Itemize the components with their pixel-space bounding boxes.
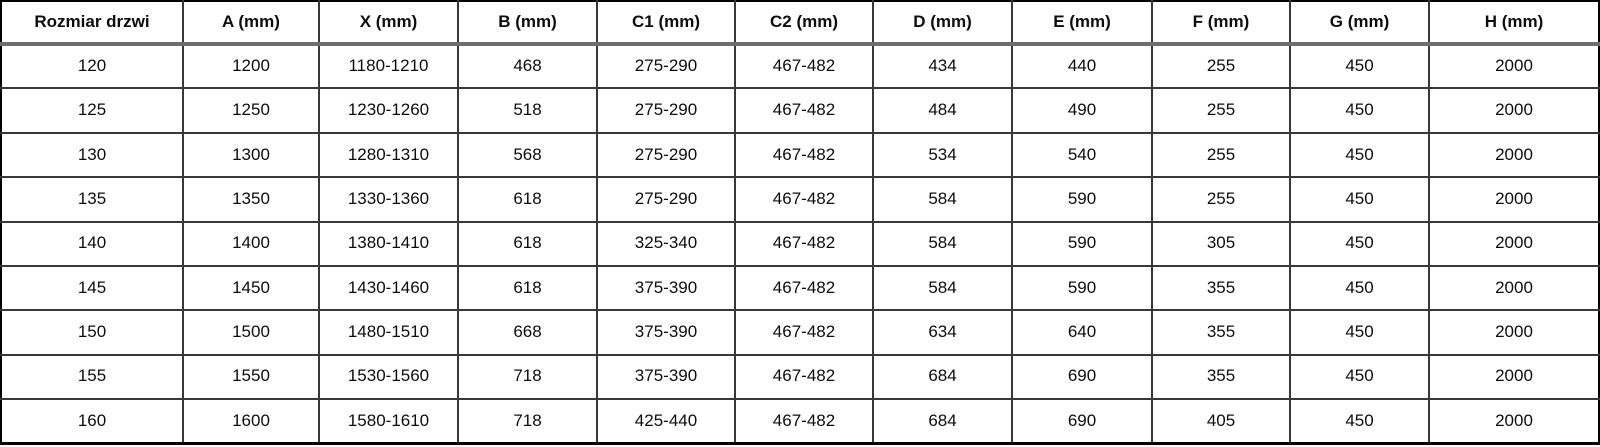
cell: 2000 bbox=[1429, 266, 1599, 310]
cell: 325-340 bbox=[597, 222, 735, 266]
cell: 467-482 bbox=[735, 310, 873, 354]
cell: 1230-1260 bbox=[319, 88, 458, 132]
table-row bbox=[1, 133, 1599, 177]
cell: 590 bbox=[1012, 266, 1152, 310]
cell: 1480-1510 bbox=[319, 310, 458, 354]
table-row bbox=[1, 399, 1599, 444]
cell: 467-482 bbox=[735, 399, 873, 444]
table-header bbox=[1, 1, 1599, 44]
cell: 1450 bbox=[183, 266, 319, 310]
cell: 467-482 bbox=[735, 88, 873, 132]
cell: 590 bbox=[1012, 177, 1152, 221]
cell: 450 bbox=[1290, 266, 1429, 310]
cell: 1580-1610 bbox=[319, 399, 458, 444]
cell: 634 bbox=[873, 310, 1012, 354]
cell: 468 bbox=[458, 44, 597, 88]
cell: 450 bbox=[1290, 310, 1429, 354]
cell: 355 bbox=[1152, 310, 1290, 354]
cell: 2000 bbox=[1429, 222, 1599, 266]
cell: 2000 bbox=[1429, 355, 1599, 399]
cell: 690 bbox=[1012, 399, 1152, 444]
cell: 2000 bbox=[1429, 88, 1599, 132]
table-row bbox=[1, 44, 1599, 88]
cell: 275-290 bbox=[597, 88, 735, 132]
cell: 275-290 bbox=[597, 44, 735, 88]
table-row bbox=[1, 222, 1599, 266]
column-header: G (mm) bbox=[1290, 1, 1429, 44]
cell: 484 bbox=[873, 88, 1012, 132]
cell: 1430-1460 bbox=[319, 266, 458, 310]
cell: 405 bbox=[1152, 399, 1290, 444]
cell: 450 bbox=[1290, 88, 1429, 132]
cell: 540 bbox=[1012, 133, 1152, 177]
cell: 1300 bbox=[183, 133, 319, 177]
cell: 130 bbox=[1, 133, 183, 177]
column-header: C1 (mm) bbox=[597, 1, 735, 44]
cell: 584 bbox=[873, 177, 1012, 221]
table-row bbox=[1, 355, 1599, 399]
cell: 467-482 bbox=[735, 177, 873, 221]
cell: 1330-1360 bbox=[319, 177, 458, 221]
cell: 1600 bbox=[183, 399, 319, 444]
cell: 450 bbox=[1290, 44, 1429, 88]
cell: 718 bbox=[458, 355, 597, 399]
cell: 375-390 bbox=[597, 310, 735, 354]
column-header: H (mm) bbox=[1429, 1, 1599, 44]
cell: 150 bbox=[1, 310, 183, 354]
cell: 718 bbox=[458, 399, 597, 444]
cell: 467-482 bbox=[735, 44, 873, 88]
cell: 1550 bbox=[183, 355, 319, 399]
cell: 375-390 bbox=[597, 355, 735, 399]
cell: 2000 bbox=[1429, 310, 1599, 354]
cell: 690 bbox=[1012, 355, 1152, 399]
table-row bbox=[1, 177, 1599, 221]
cell: 590 bbox=[1012, 222, 1152, 266]
cell: 255 bbox=[1152, 177, 1290, 221]
cell: 355 bbox=[1152, 266, 1290, 310]
cell: 2000 bbox=[1429, 177, 1599, 221]
cell: 684 bbox=[873, 399, 1012, 444]
table-row bbox=[1, 266, 1599, 310]
column-header: Rozmiar drzwi bbox=[1, 1, 183, 44]
column-header: C2 (mm) bbox=[735, 1, 873, 44]
cell: 120 bbox=[1, 44, 183, 88]
cell: 584 bbox=[873, 222, 1012, 266]
cell: 467-482 bbox=[735, 355, 873, 399]
cell: 2000 bbox=[1429, 44, 1599, 88]
cell: 490 bbox=[1012, 88, 1152, 132]
cell: 1180-1210 bbox=[319, 44, 458, 88]
cell: 450 bbox=[1290, 133, 1429, 177]
cell: 275-290 bbox=[597, 133, 735, 177]
cell: 305 bbox=[1152, 222, 1290, 266]
cell: 584 bbox=[873, 266, 1012, 310]
cell: 125 bbox=[1, 88, 183, 132]
cell: 618 bbox=[458, 177, 597, 221]
cell: 145 bbox=[1, 266, 183, 310]
column-header: E (mm) bbox=[1012, 1, 1152, 44]
cell: 618 bbox=[458, 266, 597, 310]
cell: 155 bbox=[1, 355, 183, 399]
cell: 450 bbox=[1290, 222, 1429, 266]
column-header: F (mm) bbox=[1152, 1, 1290, 44]
cell: 668 bbox=[458, 310, 597, 354]
cell: 135 bbox=[1, 177, 183, 221]
cell: 1500 bbox=[183, 310, 319, 354]
cell: 2000 bbox=[1429, 399, 1599, 444]
cell: 275-290 bbox=[597, 177, 735, 221]
cell: 450 bbox=[1290, 177, 1429, 221]
table-row bbox=[1, 88, 1599, 132]
cell: 255 bbox=[1152, 133, 1290, 177]
header-row bbox=[1, 1, 1599, 44]
cell: 1530-1560 bbox=[319, 355, 458, 399]
cell: 450 bbox=[1290, 399, 1429, 444]
cell: 467-482 bbox=[735, 266, 873, 310]
cell: 534 bbox=[873, 133, 1012, 177]
cell: 355 bbox=[1152, 355, 1290, 399]
cell: 1400 bbox=[183, 222, 319, 266]
cell: 1250 bbox=[183, 88, 319, 132]
cell: 618 bbox=[458, 222, 597, 266]
column-header: X (mm) bbox=[319, 1, 458, 44]
cell: 440 bbox=[1012, 44, 1152, 88]
cell: 467-482 bbox=[735, 222, 873, 266]
cell: 434 bbox=[873, 44, 1012, 88]
cell: 568 bbox=[458, 133, 597, 177]
cell: 450 bbox=[1290, 355, 1429, 399]
cell: 160 bbox=[1, 399, 183, 444]
cell: 1350 bbox=[183, 177, 319, 221]
table-row bbox=[1, 310, 1599, 354]
cell: 1200 bbox=[183, 44, 319, 88]
cell: 518 bbox=[458, 88, 597, 132]
cell: 467-482 bbox=[735, 133, 873, 177]
column-header: B (mm) bbox=[458, 1, 597, 44]
column-header: D (mm) bbox=[873, 1, 1012, 44]
cell: 684 bbox=[873, 355, 1012, 399]
cell: 1280-1310 bbox=[319, 133, 458, 177]
cell: 140 bbox=[1, 222, 183, 266]
cell: 1380-1410 bbox=[319, 222, 458, 266]
cell: 255 bbox=[1152, 44, 1290, 88]
table-body bbox=[1, 44, 1599, 444]
cell: 375-390 bbox=[597, 266, 735, 310]
cell: 640 bbox=[1012, 310, 1152, 354]
column-header: A (mm) bbox=[183, 1, 319, 44]
cell: 425-440 bbox=[597, 399, 735, 444]
cell: 255 bbox=[1152, 88, 1290, 132]
cell: 2000 bbox=[1429, 133, 1599, 177]
